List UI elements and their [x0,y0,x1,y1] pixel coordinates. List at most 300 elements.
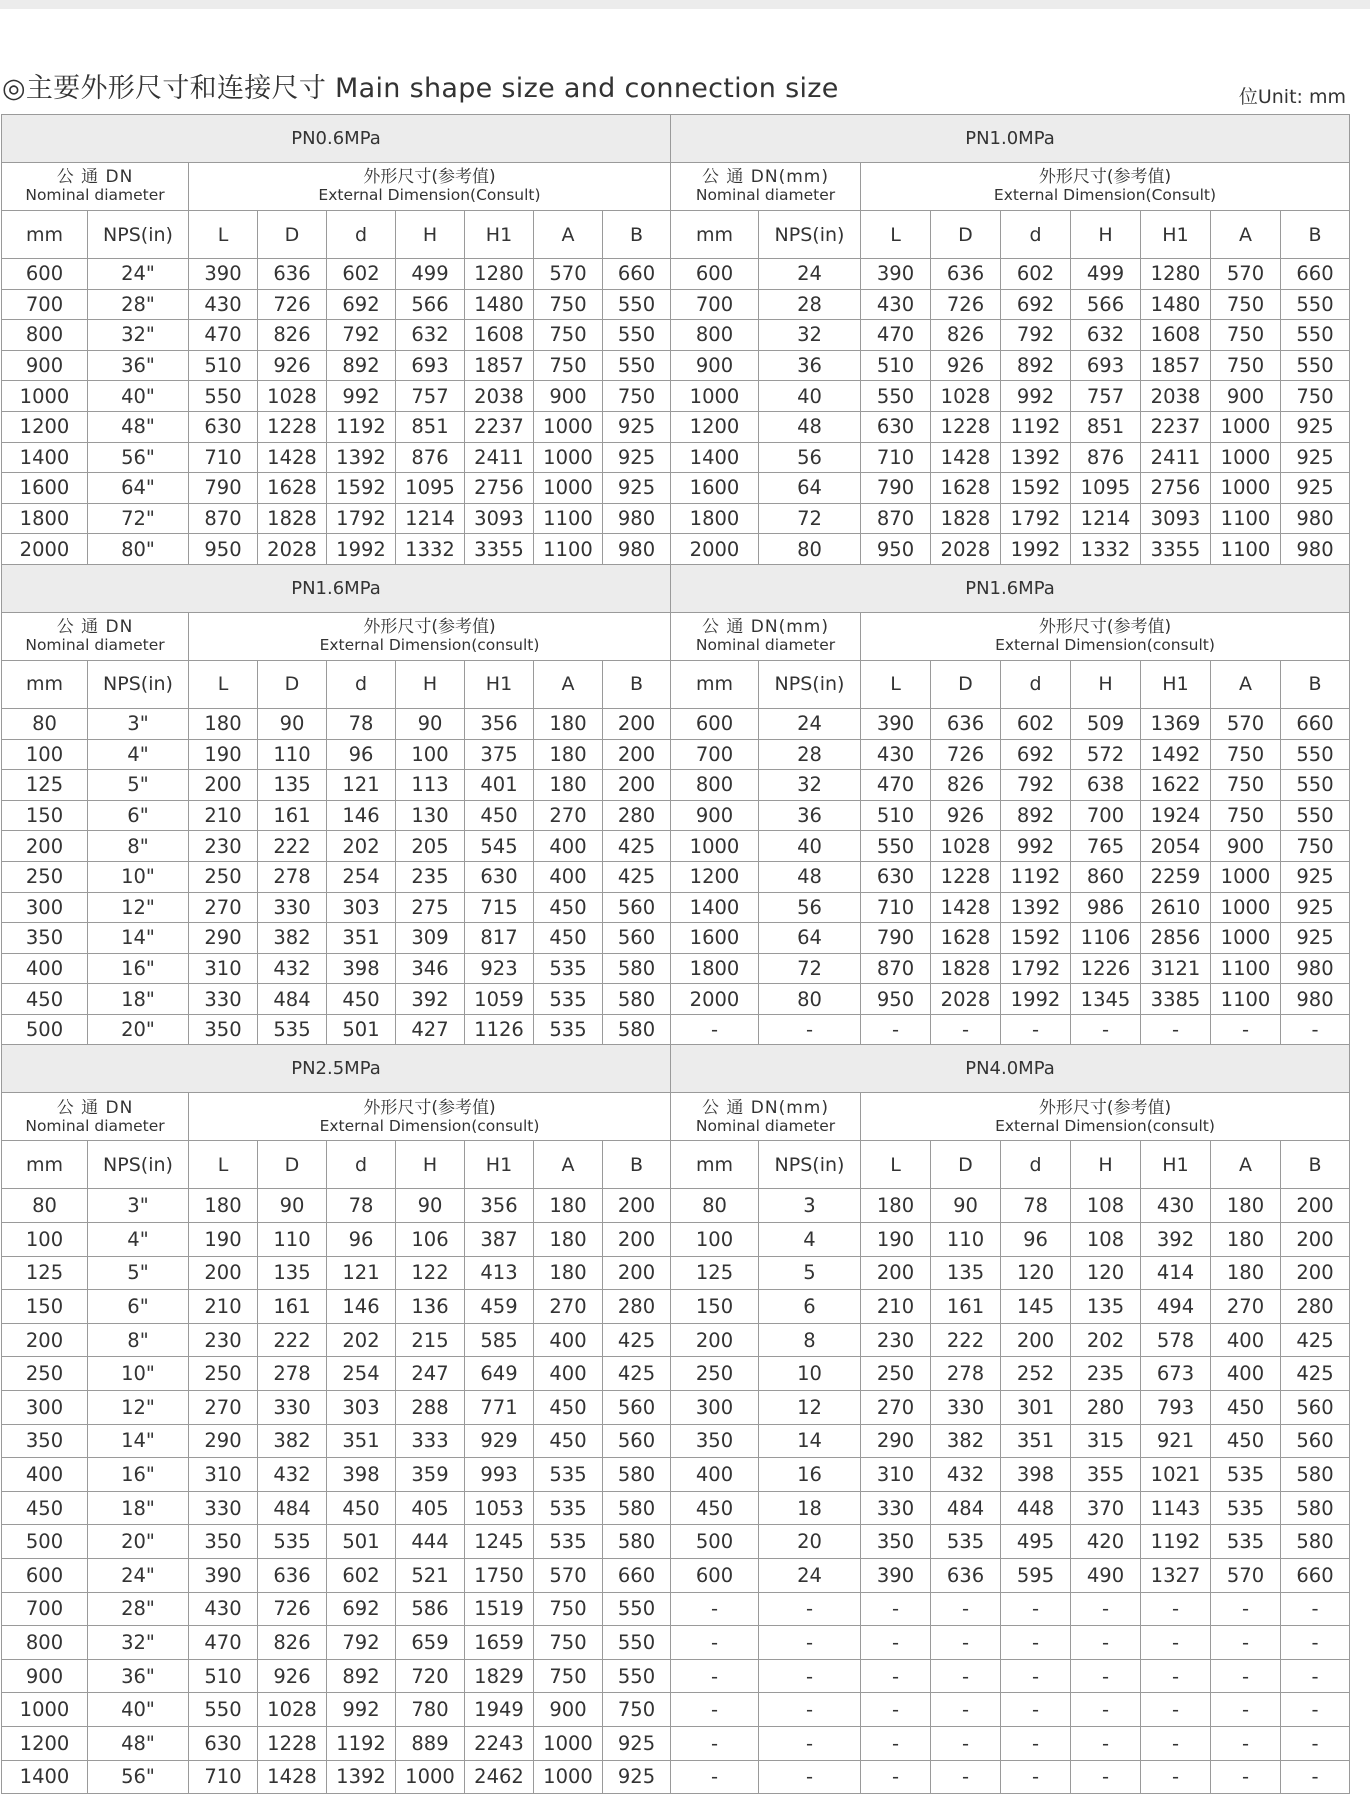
table-cell: 692 [1001,289,1071,320]
table-cell: 250 [189,861,258,892]
table-cell: 24 [759,259,861,290]
table-cell: 330 [258,892,327,923]
pressure-band-row [2,564,1350,612]
table-cell: 550 [603,1592,671,1626]
table-cell: 290 [189,923,258,954]
table-cell: 425 [603,831,671,862]
nominal-diameter-header [2,612,189,660]
table-cell: 252 [1001,1357,1071,1391]
table-cell: 106 [396,1223,465,1257]
table-cell: 350 [189,1014,258,1045]
table-cell: - [759,1659,861,1693]
table-cell: - [861,1693,931,1727]
table-cell: 382 [258,923,327,954]
table-cell: - [931,1693,1001,1727]
column-header: A [1211,211,1281,259]
table-cell: 826 [258,1626,327,1660]
table-cell: 800 [671,320,759,351]
table-row [2,534,1350,565]
table-cell: 499 [396,259,465,290]
unit-label: 位Unit: mm [1238,86,1346,108]
table-cell: 18 [759,1491,861,1525]
table-cell: 550 [861,831,931,862]
table-cell: 1143 [1141,1491,1211,1525]
table-cell: 2028 [931,534,1001,565]
table-cell: 4 [759,1223,861,1257]
table-cell: 800 [2,320,88,351]
table-cell: 750 [534,320,603,351]
table-cell: - [931,1626,1001,1660]
table-cell: 350 [2,1424,88,1458]
table-cell: - [1001,1726,1071,1760]
table-cell: - [1001,1659,1071,1693]
table-cell: 80 [759,534,861,565]
table-cell: - [1001,1014,1071,1045]
table-cell: 750 [1211,350,1281,381]
table-cell: 230 [189,831,258,862]
table-cell: 450 [2,984,88,1015]
table-cell: 18" [88,1491,189,1525]
table-row [2,1189,1350,1223]
table-cell: 580 [1281,1525,1350,1559]
table-row [2,1357,1350,1391]
table-cell: 400 [2,953,88,984]
nominal-diameter-header [671,1093,861,1141]
table-cell: 693 [396,350,465,381]
table-cell: 1400 [2,442,88,473]
table-cell: 121 [327,770,396,801]
table-cell: 700 [671,289,759,320]
table-cell: 1192 [327,411,396,442]
table-cell: 925 [1281,892,1350,923]
table-cell: 790 [861,923,931,954]
table-cell: 1100 [1211,953,1281,984]
table-cell: 200 [603,708,671,739]
table-cell: 950 [189,534,258,565]
table-cell: 120 [1071,1256,1141,1290]
table-cell: 501 [327,1525,396,1559]
column-header: d [327,660,396,708]
table-cell: 550 [603,350,671,381]
table-cell: 2237 [1141,411,1211,442]
table-cell: 1600 [2,473,88,504]
table-cell: 390 [861,259,931,290]
table-cell: 130 [396,800,465,831]
table-row [2,1256,1350,1290]
table-cell: - [861,1726,931,1760]
column-header: A [1211,660,1281,708]
table-cell: 1400 [671,892,759,923]
table-cell: 500 [671,1525,759,1559]
table-cell: - [1071,1760,1141,1794]
table-cell: 1327 [1141,1559,1211,1593]
table-cell: 1021 [1141,1458,1211,1492]
table-cell: 215 [396,1323,465,1357]
table-row [2,861,1350,892]
table-cell: 6" [88,800,189,831]
table-cell: 135 [931,1256,1001,1290]
nominal-diameter-cn: 公 通 DN [56,617,134,638]
external-dimension-en: External Dimension(consult) [319,636,540,655]
table-cell: 161 [258,800,327,831]
table-cell: 570 [534,259,603,290]
table-cell: 146 [327,1290,396,1324]
table-cell: 1480 [465,289,534,320]
table-cell: 470 [189,1626,258,1660]
table-cell: 351 [327,1424,396,1458]
table-cell: 202 [327,1323,396,1357]
table-cell: 765 [1071,831,1141,862]
table-cell: 550 [603,289,671,320]
table-cell: 10" [88,861,189,892]
table-cell: 1600 [671,923,759,954]
table-cell: 2259 [1141,861,1211,892]
table-cell: 48 [759,861,861,892]
table-cell: 1592 [1001,473,1071,504]
table-cell: 600 [671,1559,759,1593]
table-cell: 413 [465,1256,534,1290]
table-cell: 550 [603,320,671,351]
table-cell: 8" [88,1323,189,1357]
table-cell: 398 [1001,1458,1071,1492]
table-cell: 1608 [465,320,534,351]
table-cell: 826 [931,320,1001,351]
table-cell: 638 [1071,770,1141,801]
table-cell: 509 [1071,708,1141,739]
table-cell: 250 [861,1357,931,1391]
table-cell: 1000 [2,1693,88,1727]
table-row [2,770,1350,801]
table-cell: 18" [88,984,189,1015]
table-cell: 600 [671,259,759,290]
table-cell: - [931,1726,1001,1760]
nominal-diameter-en: Nominal diameter [25,1116,165,1135]
table-cell: 750 [534,289,603,320]
table-cell: 1192 [1141,1525,1211,1559]
table-cell: 14" [88,1424,189,1458]
table-cell: 450 [327,984,396,1015]
table-cell: 925 [1281,411,1350,442]
table-row [2,1559,1350,1593]
table-cell: 495 [1001,1525,1071,1559]
external-dimension-header [189,1093,671,1141]
table-cell: 450 [1211,1391,1281,1425]
table-cell: 200 [189,770,258,801]
table-cell: 40" [88,1693,189,1727]
table-cell: - [861,1592,931,1626]
table-cell: 1000 [534,411,603,442]
table-cell: 180 [534,1256,603,1290]
nominal-diameter-header [2,1093,189,1141]
table-cell: 136 [396,1290,465,1324]
table-cell: 346 [396,953,465,984]
table-cell: 1992 [1001,984,1071,1015]
table-cell: 1992 [327,534,396,565]
table-row [2,708,1350,739]
table-cell: 32" [88,1626,189,1660]
table-cell: - [931,1592,1001,1626]
table-cell: 432 [258,1458,327,1492]
table-cell: 432 [258,953,327,984]
table-cell: 32 [759,320,861,351]
table-cell: - [931,1760,1001,1794]
table-cell: 72" [88,503,189,534]
pressure-rating: PN2.5MPa [2,1045,671,1093]
table-cell: 6" [88,1290,189,1324]
table-cell: 3093 [1141,503,1211,534]
table-cell: 400 [534,1357,603,1391]
table-cell: 925 [1281,861,1350,892]
table-cell: 660 [1281,708,1350,739]
table-cell: 1100 [1211,534,1281,565]
table-cell: 222 [258,1323,327,1357]
table-row [2,1424,1350,1458]
table-row [2,259,1350,290]
table-cell: 100 [2,739,88,770]
table-cell: 24 [759,708,861,739]
table-cell: 2000 [671,984,759,1015]
table-cell: - [1071,1693,1141,1727]
table-cell: 430 [189,289,258,320]
table-cell: 1228 [931,861,1001,892]
table-cell: 1000 [534,473,603,504]
table-cell: 200 [1281,1189,1350,1223]
table-cell: 992 [327,381,396,412]
table-cell: 1000 [1211,861,1281,892]
table-cell: 24" [88,1559,189,1593]
table-cell: 450 [534,923,603,954]
table-cell: 700 [671,739,759,770]
table-cell: 303 [327,892,396,923]
table-cell: - [759,1760,861,1794]
table-cell: 375 [465,739,534,770]
table-cell: 427 [396,1014,465,1045]
top-band [0,0,1370,9]
table-cell: 146 [327,800,396,831]
table-cell: 36 [759,350,861,381]
table-cell: 14" [88,923,189,954]
column-header: NPS(in) [88,211,189,259]
table-cell: 1100 [1211,503,1281,534]
table-cell: - [1281,1659,1350,1693]
table-cell: 800 [671,770,759,801]
table-cell: 892 [327,1659,396,1693]
table-cell: 235 [396,861,465,892]
table-cell: 8 [759,1323,861,1357]
table-cell: 1428 [258,1760,327,1794]
table-row [2,1760,1350,1794]
table-cell: 900 [2,1659,88,1693]
table-cell: 550 [189,1693,258,1727]
table-cell: 150 [2,800,88,831]
column-header: d [1001,211,1071,259]
table-cell: 180 [1211,1189,1281,1223]
table-cell: - [759,1726,861,1760]
table-cell: 250 [2,861,88,892]
table-cell: 710 [189,442,258,473]
table-cell: 1608 [1141,320,1211,351]
table-cell: 580 [603,984,671,1015]
table-cell: - [1141,1760,1211,1794]
table-cell: 180 [534,770,603,801]
table-cell: 1622 [1141,770,1211,801]
table-cell: 550 [1281,350,1350,381]
table-cell: 726 [931,289,1001,320]
table-cell: 1192 [1001,861,1071,892]
table-cell: 90 [258,708,327,739]
table-cell: - [759,1626,861,1660]
table-cell: 636 [258,1559,327,1593]
table-cell: - [671,1014,759,1045]
table-cell: 2038 [465,381,534,412]
table-row [2,1525,1350,1559]
table-cell: 16" [88,953,189,984]
table-cell: 1392 [1001,892,1071,923]
column-header: H1 [1141,1141,1211,1189]
table-cell: 1000 [534,1760,603,1794]
table-cell: 570 [1211,708,1281,739]
table-cell: 860 [1071,861,1141,892]
table-cell: 1028 [931,831,1001,862]
table-cell: 315 [1071,1424,1141,1458]
table-cell: 250 [189,1357,258,1391]
table-cell: 6 [759,1290,861,1324]
table-cell: 425 [603,861,671,892]
table-cell: 1600 [671,473,759,504]
table-cell: 595 [1001,1559,1071,1593]
table-cell: 560 [603,1391,671,1425]
external-dimension-cn: 外形尺寸(参考值) [1038,167,1172,188]
nominal-diameter-en: Nominal diameter [25,186,165,205]
table-cell: 510 [861,800,931,831]
table-cell: 125 [2,770,88,801]
table-cell: 210 [861,1290,931,1324]
table-cell: 200 [189,1256,258,1290]
table-cell: 535 [1211,1491,1281,1525]
table-cell: 330 [189,984,258,1015]
table-cell: 660 [603,259,671,290]
table-cell: 351 [327,923,396,954]
table-cell: 560 [1281,1424,1350,1458]
table-cell: 1000 [1211,892,1281,923]
column-header: mm [2,211,88,259]
table-cell: 12" [88,1391,189,1425]
table-cell: 20 [759,1525,861,1559]
table-row [2,289,1350,320]
table-cell: 560 [603,892,671,923]
nominal-diameter-cn: 公 通 DN(mm) [702,617,829,638]
table-cell: - [1001,1592,1071,1626]
table-cell: 2756 [1141,473,1211,504]
table-cell: 1750 [465,1559,534,1593]
table-cell: 570 [1211,1559,1281,1593]
table-cell: 1828 [931,503,1001,534]
table-cell: 1100 [534,503,603,534]
table-cell: 980 [603,534,671,565]
table-cell: - [1211,1014,1281,1045]
table-cell: - [1211,1659,1281,1693]
table-cell: 200 [603,1223,671,1257]
table-row [2,411,1350,442]
table-cell: 200 [603,1256,671,1290]
dimension-table [1,114,1350,1794]
table-cell: 580 [1281,1458,1350,1492]
table-cell: 254 [327,861,396,892]
column-header: H [396,211,465,259]
table-cell: 1000 [1211,442,1281,473]
column-header: A [534,211,603,259]
table-cell: 5" [88,770,189,801]
table-cell: 24" [88,259,189,290]
table-cell: 420 [1071,1525,1141,1559]
table-cell: 1400 [2,1760,88,1794]
table-cell: 693 [1071,350,1141,381]
table-cell: 1800 [2,503,88,534]
table-cell: 710 [861,442,931,473]
nominal-diameter-header [671,163,861,211]
table-cell: 566 [396,289,465,320]
column-header: H1 [465,211,534,259]
table-cell: 923 [465,953,534,984]
table-cell: 1000 [1211,923,1281,954]
table-cell: 470 [189,320,258,351]
table-cell: 870 [189,503,258,534]
column-header: B [1281,211,1350,259]
table-cell: 200 [2,1323,88,1357]
group-header-row [2,163,1350,211]
table-cell: 200 [671,1323,759,1357]
table-cell: - [861,1014,931,1045]
pressure-band-row [2,1045,1350,1093]
table-row [2,1693,1350,1727]
table-cell: 925 [603,411,671,442]
table-cell: 235 [1071,1357,1141,1391]
column-header: D [258,211,327,259]
table-row [2,953,1350,984]
table-cell: 430 [861,739,931,770]
table-cell: 484 [258,984,327,1015]
table-cell: 210 [189,1290,258,1324]
table-cell: 1000 [534,1726,603,1760]
external-dimension-header [189,163,671,211]
table-cell: 986 [1071,892,1141,923]
table-cell: 649 [465,1357,534,1391]
table-cell: 36" [88,1659,189,1693]
table-cell: - [671,1760,759,1794]
table-cell: 161 [258,1290,327,1324]
pressure-rating: PN1.6MPa [2,564,671,612]
table-cell: 425 [1281,1323,1350,1357]
table-cell: 636 [258,259,327,290]
table-cell: 2054 [1141,831,1211,862]
table-cell: 780 [396,1693,465,1727]
table-cell: 80 [759,984,861,1015]
table-cell: 1492 [1141,739,1211,770]
table-row [2,1323,1350,1357]
table-cell: 925 [1281,442,1350,473]
table-cell: - [1211,1726,1281,1760]
table-cell: 510 [861,350,931,381]
external-dimension-header [861,612,1350,660]
table-cell: 750 [1211,739,1281,770]
table-cell: 1000 [396,1760,465,1794]
table-cell: 400 [1211,1357,1281,1391]
column-header: B [1281,1141,1350,1189]
table-cell: 926 [931,350,1001,381]
table-cell: 535 [534,953,603,984]
table-cell: 1000 [671,831,759,862]
table-cell: 925 [1281,923,1350,954]
